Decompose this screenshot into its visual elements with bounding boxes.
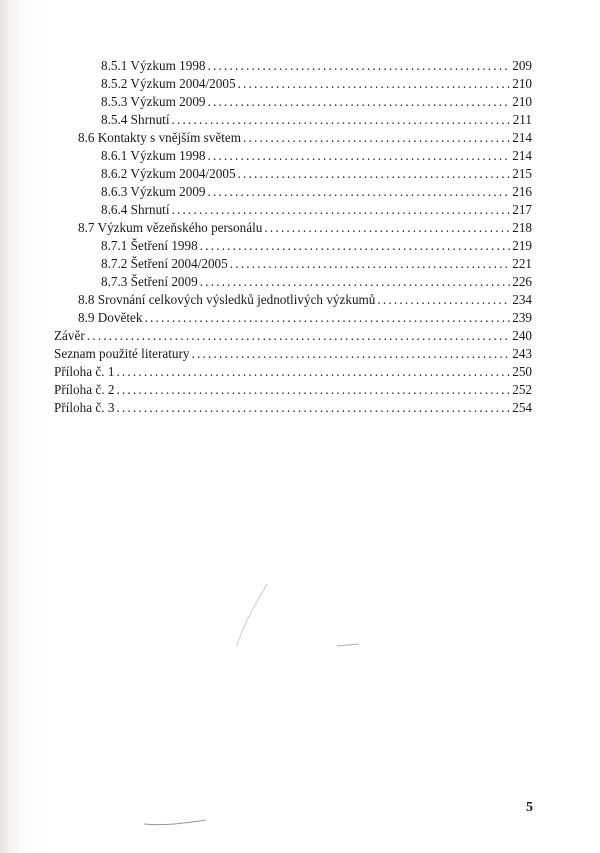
toc-entry-page: 243 bbox=[512, 346, 532, 361]
toc-entry-page: 219 bbox=[512, 238, 532, 253]
toc-entry-title: 8.5.3 Výzkum 2009 bbox=[101, 94, 206, 109]
page-number: 5 bbox=[526, 800, 533, 815]
toc-entry bbox=[54, 237, 532, 255]
toc-entry-page: 239 bbox=[512, 310, 532, 325]
dot-leader bbox=[116, 363, 510, 381]
dot-leader bbox=[87, 327, 510, 345]
dot-leader bbox=[238, 165, 511, 183]
toc-entry bbox=[54, 291, 532, 309]
dot-leader bbox=[208, 147, 511, 165]
dot-leader bbox=[172, 201, 511, 219]
dot-leader bbox=[116, 399, 510, 417]
toc-entry-title: 8.5.4 Shrnutí bbox=[101, 112, 170, 127]
dot-leader bbox=[264, 219, 510, 237]
dot-leader bbox=[208, 93, 511, 111]
dot-leader bbox=[243, 129, 510, 147]
toc-entry-page: 214 bbox=[512, 130, 532, 145]
toc-entry-title: Příloha č. 1 bbox=[54, 364, 115, 379]
dot-leader bbox=[238, 75, 511, 93]
toc-entry-title: 8.7.2 Šetření 2004/2005 bbox=[101, 256, 228, 271]
dot-leader bbox=[377, 291, 510, 309]
dot-leader bbox=[200, 237, 511, 255]
toc-entry bbox=[54, 93, 532, 111]
toc-entry-title: 8.5.2 Výzkum 2004/2005 bbox=[101, 76, 236, 91]
toc-entry-title: Příloha č. 2 bbox=[54, 382, 115, 397]
toc-entry bbox=[54, 75, 532, 93]
toc-entry-page: 250 bbox=[512, 364, 532, 379]
toc-entry-page: 215 bbox=[512, 166, 532, 181]
toc-entry-title: 8.7.3 Šetření 2009 bbox=[101, 274, 198, 289]
toc-entry-title: 8.7 Výzkum vězeňského personálu bbox=[78, 220, 263, 235]
dot-leader bbox=[208, 57, 511, 75]
toc-entry bbox=[54, 147, 532, 165]
toc-entry-title: Seznam použité literatury bbox=[54, 346, 190, 361]
stray-pen-mark bbox=[225, 580, 285, 650]
toc-entry-page: 240 bbox=[512, 328, 532, 343]
toc-entry-title: 8.6.4 Shrnutí bbox=[101, 202, 170, 217]
toc-entry bbox=[54, 201, 532, 219]
toc-entry-page: 221 bbox=[512, 256, 532, 271]
toc-entry-page: 252 bbox=[512, 382, 532, 397]
toc-entry-title: 8.6.2 Výzkum 2004/2005 bbox=[101, 166, 236, 181]
toc-entry bbox=[54, 327, 532, 345]
toc-entry bbox=[54, 399, 532, 417]
toc-entry-page: 210 bbox=[512, 76, 532, 91]
toc-entry bbox=[54, 165, 532, 183]
toc-entry bbox=[54, 255, 532, 273]
toc-entry bbox=[54, 183, 532, 201]
table-of-contents bbox=[54, 57, 532, 417]
toc-entry-title: 8.6 Kontakty s vnějším světem bbox=[78, 130, 241, 145]
toc-entry-page: 216 bbox=[512, 184, 532, 199]
toc-entry-page: 234 bbox=[512, 292, 532, 307]
dot-leader bbox=[144, 309, 510, 327]
toc-entry bbox=[54, 345, 532, 363]
toc-entry-title: 8.7.1 Šetření 1998 bbox=[101, 238, 198, 253]
dot-leader bbox=[172, 111, 511, 129]
toc-entry-page: 218 bbox=[512, 220, 532, 235]
toc-entry bbox=[54, 309, 532, 327]
toc-entry-page: 209 bbox=[512, 58, 532, 73]
toc-entry bbox=[54, 273, 532, 291]
toc-entry-page: 254 bbox=[512, 400, 532, 415]
dot-leader bbox=[208, 183, 511, 201]
toc-entry bbox=[54, 219, 532, 237]
dot-leader bbox=[230, 255, 510, 273]
toc-entry-page: 210 bbox=[512, 94, 532, 109]
toc-entry-page: 226 bbox=[512, 274, 532, 289]
toc-entry-title: Závěr bbox=[54, 328, 85, 343]
stray-stroke-mark bbox=[140, 810, 210, 830]
stray-dash-mark bbox=[335, 640, 365, 650]
toc-entry-page: 217 bbox=[512, 202, 532, 217]
toc-entry bbox=[54, 129, 532, 147]
toc-entry-title: 8.6.3 Výzkum 2009 bbox=[101, 184, 206, 199]
toc-entry-page: 214 bbox=[512, 148, 532, 163]
dot-leader bbox=[192, 345, 511, 363]
toc-entry-title: 8.8 Srovnání celkových výsledků jednotlivých výzkumů bbox=[78, 292, 376, 307]
toc-entry bbox=[54, 57, 532, 75]
dot-leader bbox=[200, 273, 511, 291]
toc-entry-title: Příloha č. 3 bbox=[54, 400, 115, 415]
toc-entry bbox=[54, 381, 532, 399]
toc-entry bbox=[54, 111, 532, 129]
toc-entry-title: 8.6.1 Výzkum 1998 bbox=[101, 148, 206, 163]
toc-entry-title: 8.9 Dovětek bbox=[78, 310, 143, 325]
toc-entry bbox=[54, 363, 532, 381]
toc-entry-title: 8.5.1 Výzkum 1998 bbox=[101, 58, 206, 73]
toc-entry-page: 211 bbox=[512, 112, 532, 127]
dot-leader bbox=[116, 381, 510, 399]
